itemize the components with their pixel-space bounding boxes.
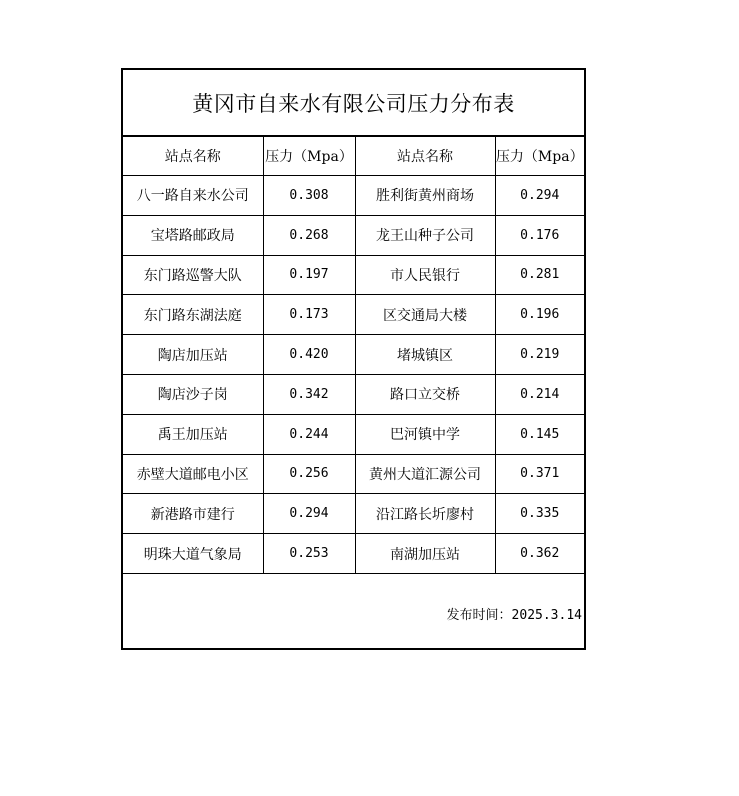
pressure-cell: 0.176 (495, 215, 584, 255)
pressure-cell: 0.214 (495, 374, 584, 414)
header-station-name: 站点名称 (123, 137, 263, 176)
station-name-cell: 路口立交桥 (355, 374, 495, 414)
table-row (123, 454, 584, 494)
pressure-cell: 0.362 (495, 534, 584, 574)
pressure-cell: 0.335 (495, 494, 584, 534)
table-row (123, 255, 584, 295)
table-row (123, 494, 584, 534)
table-row (123, 534, 584, 574)
station-name-cell: 巴河镇中学 (355, 414, 495, 454)
station-name-cell: 陶店沙子岗 (123, 374, 263, 414)
pressure-cell: 0.173 (263, 295, 355, 335)
station-name-cell: 黄州大道汇源公司 (355, 454, 495, 494)
station-name-cell: 东门路巡警大队 (123, 255, 263, 295)
station-name-cell: 南湖加压站 (355, 534, 495, 574)
header-pressure: 压力（Mpa） (495, 137, 584, 176)
table-row (123, 335, 584, 375)
table-row (123, 176, 584, 216)
station-name-cell: 东门路东湖法庭 (123, 295, 263, 335)
station-name-cell: 龙王山种子公司 (355, 215, 495, 255)
pressure-cell: 0.219 (495, 335, 584, 375)
table-row (123, 414, 584, 454)
pressure-cell: 0.244 (263, 414, 355, 454)
station-name-cell: 胜利街黄州商场 (355, 176, 495, 216)
pressure-cell: 0.281 (495, 255, 584, 295)
station-name-cell: 新港路市建行 (123, 494, 263, 534)
pressure-table (123, 136, 584, 574)
station-name-cell: 明珠大道气象局 (123, 534, 263, 574)
pressure-cell: 0.294 (495, 176, 584, 216)
station-name-cell: 禹王加压站 (123, 414, 263, 454)
header-pressure: 压力（Mpa） (263, 137, 355, 176)
pressure-cell: 0.253 (263, 534, 355, 574)
pressure-cell: 0.197 (263, 255, 355, 295)
station-name-cell: 宝塔路邮政局 (123, 215, 263, 255)
pressure-cell: 0.268 (263, 215, 355, 255)
pressure-cell: 0.420 (263, 335, 355, 375)
pressure-cell: 0.371 (495, 454, 584, 494)
station-name-cell: 市人民银行 (355, 255, 495, 295)
pressure-cell: 0.342 (263, 374, 355, 414)
station-name-cell: 赤壁大道邮电小区 (123, 454, 263, 494)
pressure-table-sheet (121, 68, 586, 650)
pressure-cell: 0.294 (263, 494, 355, 534)
pressure-cell: 0.308 (263, 176, 355, 216)
header-station-name: 站点名称 (355, 137, 495, 176)
station-name-cell: 区交通局大楼 (355, 295, 495, 335)
station-name-cell: 堵城镇区 (355, 335, 495, 375)
publish-time: 发布时间：2025.3.14 (446, 608, 582, 623)
station-name-cell: 陶店加压站 (123, 335, 263, 375)
table-row (123, 374, 584, 414)
station-name-cell: 八一路自来水公司 (123, 176, 263, 216)
pressure-cell: 0.256 (263, 454, 355, 494)
header-row (123, 137, 584, 176)
table-row (123, 215, 584, 255)
table-row (123, 295, 584, 335)
pressure-cell: 0.145 (495, 414, 584, 454)
table-title: 黄冈市自来水有限公司压力分布表 (123, 70, 584, 136)
station-name-cell: 沿江路长圻廖村 (355, 494, 495, 534)
pressure-cell: 0.196 (495, 295, 584, 335)
